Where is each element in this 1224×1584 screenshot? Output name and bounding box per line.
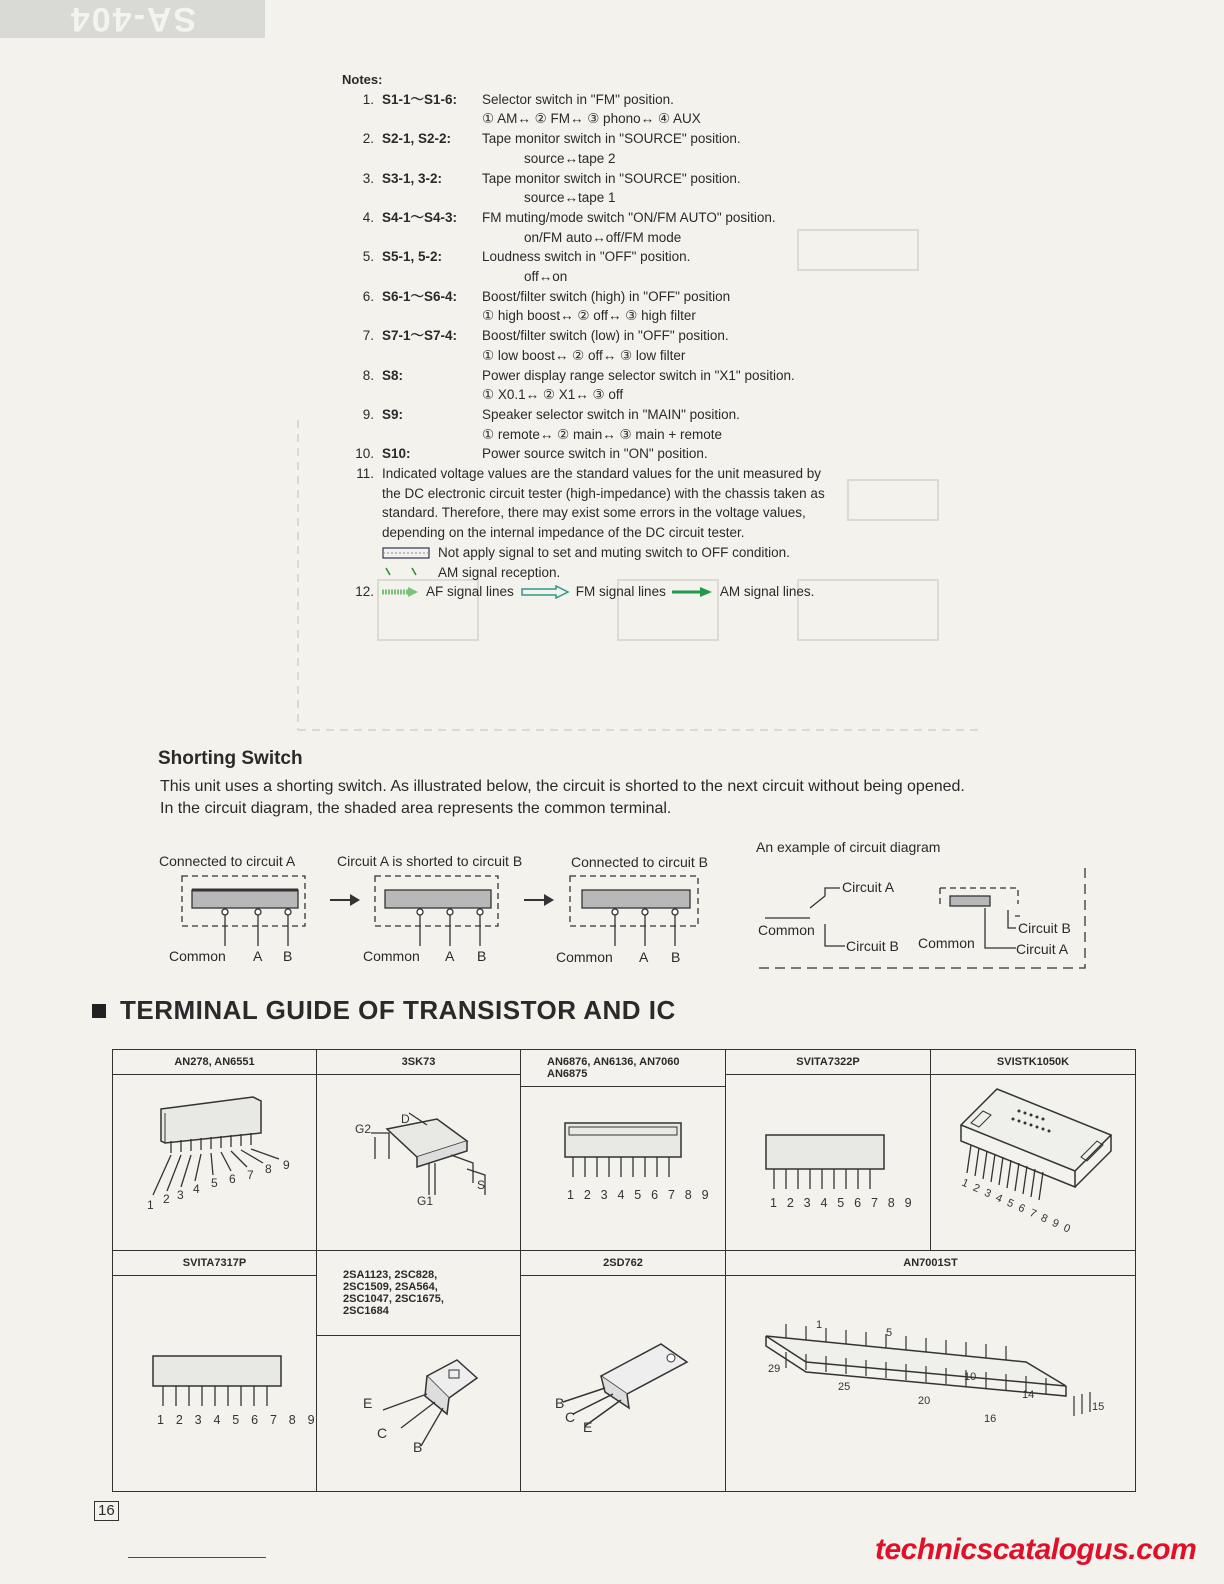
note-switch-label: S5-1, 5-2: xyxy=(382,249,443,265)
note-item xyxy=(342,90,982,129)
caption-connected-b: Connected to circuit B xyxy=(571,854,708,870)
note-item xyxy=(342,208,982,247)
shorting-paragraph xyxy=(160,776,1110,820)
pin-7-label: 7 xyxy=(247,1168,254,1182)
terminal-guide-title-text: TERMINAL GUIDE OF TRANSISTOR AND IC xyxy=(120,995,676,1025)
note-text: Tape monitor switch in "SOURCE" position. xyxy=(482,131,741,147)
shorting-line-2: In the circuit diagram, the shaded area represents the common terminal. xyxy=(160,800,672,817)
note-11-line: the DC electronic circuit tester (high-impedance) with the chassis taken as xyxy=(382,485,825,501)
note-switch-label: S4-1～S4-3: xyxy=(382,209,458,225)
note-positions: off↔on xyxy=(524,269,568,285)
page-number: 16 xyxy=(94,1501,119,1521)
note-switch-label: S2-1, S2-2: xyxy=(382,131,452,147)
example-circuit-a-top: Circuit A xyxy=(842,879,895,895)
note-switch-label: S3-1, 3-2: xyxy=(382,170,443,186)
caption-shorted: Circuit A is shorted to circuit B xyxy=(337,853,523,869)
note-description xyxy=(482,129,982,168)
e-label: E xyxy=(363,1395,373,1411)
cell-label: AN278, AN6551 xyxy=(113,1050,316,1075)
sil-ic-9pin-icon xyxy=(521,1087,725,1242)
note-positions: ① low boost↔ ② off↔ ③ low filter xyxy=(482,347,686,363)
fig1-common: Common xyxy=(169,948,226,964)
note-text: Boost/filter switch (high) in "OFF" position xyxy=(482,288,731,304)
cell-label: SVITA7317P xyxy=(113,1251,316,1276)
sil-ic-9pin-icon xyxy=(113,1075,316,1245)
note-positions: on/FM auto↔off/FM mode xyxy=(524,229,682,245)
pin-label: 25 xyxy=(838,1381,851,1393)
note-item xyxy=(342,129,982,168)
note-text: Power display range selector switch in "X1" position. xyxy=(482,367,795,383)
c-label: C xyxy=(565,1409,576,1425)
note-number: 9. xyxy=(362,406,374,422)
note-11-line: Indicated voltage values are the standard values for the unit measured by xyxy=(382,466,822,482)
fm-signal-label: FM signal lines xyxy=(575,584,666,600)
note-item xyxy=(342,326,982,365)
note-text: Power source switch in "ON" position. xyxy=(482,446,708,462)
pin-numbers: 1 2 3 4 5 6 7 8 9 xyxy=(157,1413,316,1427)
note-number: 8. xyxy=(362,367,374,383)
note-number: 3. xyxy=(362,170,374,186)
pin-9-label: 9 xyxy=(283,1158,290,1172)
b-label: B xyxy=(413,1439,423,1455)
note-switch-label: S8: xyxy=(382,367,404,383)
pin-label: 1 xyxy=(816,1319,823,1331)
terminal-guide-table xyxy=(112,1049,1136,1492)
note-text: Speaker selector switch in "MAIN" position. xyxy=(482,406,740,422)
note-number: 6. xyxy=(362,288,374,304)
caption-connected-a: Connected to circuit A xyxy=(159,853,296,869)
note-number: 12. xyxy=(355,584,374,600)
example-circuit-b-left: Circuit B xyxy=(846,938,899,954)
note-item xyxy=(342,405,982,444)
pin-label: 20 xyxy=(918,1395,931,1407)
cell-label: 2SD762 xyxy=(521,1251,725,1276)
c-label: C xyxy=(377,1425,388,1441)
s-label: S xyxy=(477,1178,486,1192)
cell-label-line: AN6876, AN6136, AN7060 xyxy=(547,1056,680,1068)
brand-watermark: technicscatalogus.com xyxy=(875,1533,1197,1566)
terminal-guide-title xyxy=(92,995,676,1026)
hybrid-ic-icon xyxy=(931,1075,1135,1245)
pin-label: 16 xyxy=(984,1413,997,1425)
pin-2-label: 2 xyxy=(163,1192,170,1206)
cell-label: SVISTK1050K xyxy=(931,1050,1135,1075)
note-description xyxy=(482,287,982,326)
cell-label-line: 2SC1684 xyxy=(343,1305,389,1317)
note-positions: ① X0.1↔ ② X1↔ ③ off xyxy=(482,387,624,403)
note-11-line: depending on the internal impedance of the DC circuit tester. xyxy=(382,525,745,541)
example-circuit-b-right: Circuit B xyxy=(1018,920,1071,936)
cell-svita7317p xyxy=(113,1251,317,1492)
example-circuit-a-right: Circuit A xyxy=(1016,941,1069,957)
note-number: 5. xyxy=(362,249,374,265)
note-description xyxy=(482,169,982,208)
note-11-box-row xyxy=(382,543,982,563)
cell-label: 3SK73 xyxy=(317,1050,520,1075)
cell-label-line: 2SC1509, 2SA564, xyxy=(343,1281,438,1293)
note-description xyxy=(482,405,982,444)
note-11-text xyxy=(382,464,982,582)
e-label: E xyxy=(583,1419,593,1435)
pin-4-label: 4 xyxy=(193,1182,200,1196)
note-text: Boost/filter switch (low) in "OFF" position. xyxy=(482,328,729,344)
cell-an6876 xyxy=(521,1050,726,1251)
shorting-switch-title: Shorting Switch xyxy=(158,748,303,769)
note-text: Selector switch in "FM" position. xyxy=(482,91,674,107)
divider-line xyxy=(128,1557,266,1558)
pin-5-label: 5 xyxy=(211,1176,218,1190)
dotted-box-icon xyxy=(382,546,432,560)
g2-label: G2 xyxy=(355,1122,372,1136)
cell-an278 xyxy=(113,1050,317,1251)
fig2-common: Common xyxy=(363,948,420,964)
fig1-a: A xyxy=(253,948,263,964)
af-signal-label: AF signal lines xyxy=(426,584,514,600)
pin-label: 15 xyxy=(1092,1401,1105,1413)
pin-label: 5 xyxy=(886,1327,893,1339)
cell-3sk73 xyxy=(317,1050,521,1251)
cell-2sa1123 xyxy=(317,1251,521,1492)
fig3-a: A xyxy=(639,949,649,965)
note-positions: ① remote↔ ② main↔ ③ main + remote xyxy=(482,426,723,442)
pin-label: 10 xyxy=(964,1371,977,1383)
note-description xyxy=(482,326,982,365)
pin-numbers: 1 2 3 4 5 6 7 8 9 0 xyxy=(959,1176,1074,1237)
pin-numbers: 1 2 3 4 5 6 7 8 9 xyxy=(567,1188,712,1202)
pin-label: 29 xyxy=(768,1363,781,1375)
cell-svistk1050k xyxy=(931,1050,1136,1251)
note-item xyxy=(342,287,982,326)
cell-label: AN7001ST xyxy=(726,1251,1135,1276)
note-description xyxy=(482,90,982,129)
example-common-right: Common xyxy=(918,935,975,951)
to92-transistor-icon xyxy=(317,1336,520,1486)
fig2-a: A xyxy=(445,948,455,964)
note-12 xyxy=(342,582,982,602)
cell-svita7322p xyxy=(726,1050,931,1251)
note-switch-label: S6-1～S6-4: xyxy=(382,288,458,304)
pin-1-label: 1 xyxy=(147,1198,154,1212)
note-12-text xyxy=(382,582,982,602)
cell-label xyxy=(521,1050,725,1087)
note-11-box-text: Not apply signal to set and muting switch to OFF condition. xyxy=(438,544,790,560)
cell-2sd762 xyxy=(521,1251,726,1492)
cell-an7001st xyxy=(726,1251,1136,1492)
note-text: Tape monitor switch in "SOURCE" position. xyxy=(482,170,741,186)
note-switch-label: S7-1～S7-4: xyxy=(382,328,458,344)
note-item xyxy=(342,169,982,208)
notes-title: Notes: xyxy=(342,72,383,87)
d-label: D xyxy=(401,1112,410,1126)
to220-transistor-icon xyxy=(521,1276,725,1476)
cell-label-line: 2SC1047, 2SC1675, xyxy=(343,1293,444,1305)
mosfet-3sk73-icon xyxy=(317,1075,520,1245)
notes-section xyxy=(342,70,982,602)
note-positions: source↔tape 1 xyxy=(524,190,616,206)
pin-6-label: 6 xyxy=(229,1172,236,1186)
pin-numbers: 1 2 3 4 5 6 7 8 9 xyxy=(770,1196,915,1210)
note-description xyxy=(482,366,982,405)
note-text: FM muting/mode switch "ON/FM AUTO" position. xyxy=(482,209,776,225)
header-tab: SA-404 xyxy=(0,0,265,38)
note-number: 1. xyxy=(362,91,374,107)
note-positions: ① high boost↔ ② off↔ ③ high filter xyxy=(482,308,696,324)
dip-ic-an7001st-icon xyxy=(726,1276,1134,1476)
af-signal-arrow-icon xyxy=(382,586,420,598)
shorting-line-1: This unit uses a shorting switch. As illustrated below, the circuit is shorted to the next circuit without being opened. xyxy=(160,778,965,795)
note-description xyxy=(482,208,982,247)
note-11-am-row xyxy=(382,563,982,583)
note-item xyxy=(342,444,982,464)
b-label: B xyxy=(555,1395,565,1411)
am-signal-label: AM signal lines. xyxy=(719,584,815,600)
note-item xyxy=(342,366,982,405)
notes-list xyxy=(342,90,982,464)
note-positions: ① AM↔ ② FM↔ ③ phono↔ ④ AUX xyxy=(482,111,701,127)
cell-label-line: 2SA1123, 2SC828, xyxy=(343,1269,438,1281)
example-common-left: Common xyxy=(758,922,815,938)
note-number: 11. xyxy=(356,466,374,482)
cell-label xyxy=(317,1251,520,1336)
am-arrow-icon xyxy=(382,565,432,579)
pin-3-label: 3 xyxy=(177,1188,184,1202)
note-description xyxy=(482,247,982,286)
fig2-b: B xyxy=(477,948,487,964)
note-11-line: standard. Therefore, there may exist some errors in the voltage values, xyxy=(382,505,806,521)
note-11-am-text: AM signal reception. xyxy=(438,564,561,580)
note-number: 7. xyxy=(362,328,374,344)
caption-example: An example of circuit diagram xyxy=(756,839,941,855)
note-switch-label: S9: xyxy=(382,406,404,422)
note-11 xyxy=(342,464,982,582)
fig3-common: Common xyxy=(556,949,613,965)
sil-ic-9pin-icon xyxy=(726,1075,930,1245)
fig1-b: B xyxy=(283,948,293,964)
sil-ic-9pin-icon xyxy=(113,1276,316,1476)
note-positions: source↔tape 2 xyxy=(524,150,616,166)
pin-label: 14 xyxy=(1022,1389,1035,1401)
fig3-b: B xyxy=(671,949,681,965)
note-item xyxy=(342,247,982,286)
am-signal-arrow-icon xyxy=(672,586,714,598)
note-number: 4. xyxy=(362,209,374,225)
note-description xyxy=(482,444,982,464)
note-number: 2. xyxy=(362,131,374,147)
note-switch-label: S10: xyxy=(382,446,411,462)
cell-label: SVITA7322P xyxy=(726,1050,930,1075)
note-text: Loudness switch in "OFF" position. xyxy=(482,249,691,265)
pin-8-label: 8 xyxy=(265,1162,272,1176)
g1-label: G1 xyxy=(417,1194,434,1208)
fm-signal-arrow-icon xyxy=(520,585,570,599)
note-switch-label: S1-1～S1-6: xyxy=(382,91,458,107)
cell-label-line: AN6875 xyxy=(547,1068,588,1080)
bullet-square-icon xyxy=(92,1004,106,1018)
note-number: 10. xyxy=(355,446,374,462)
